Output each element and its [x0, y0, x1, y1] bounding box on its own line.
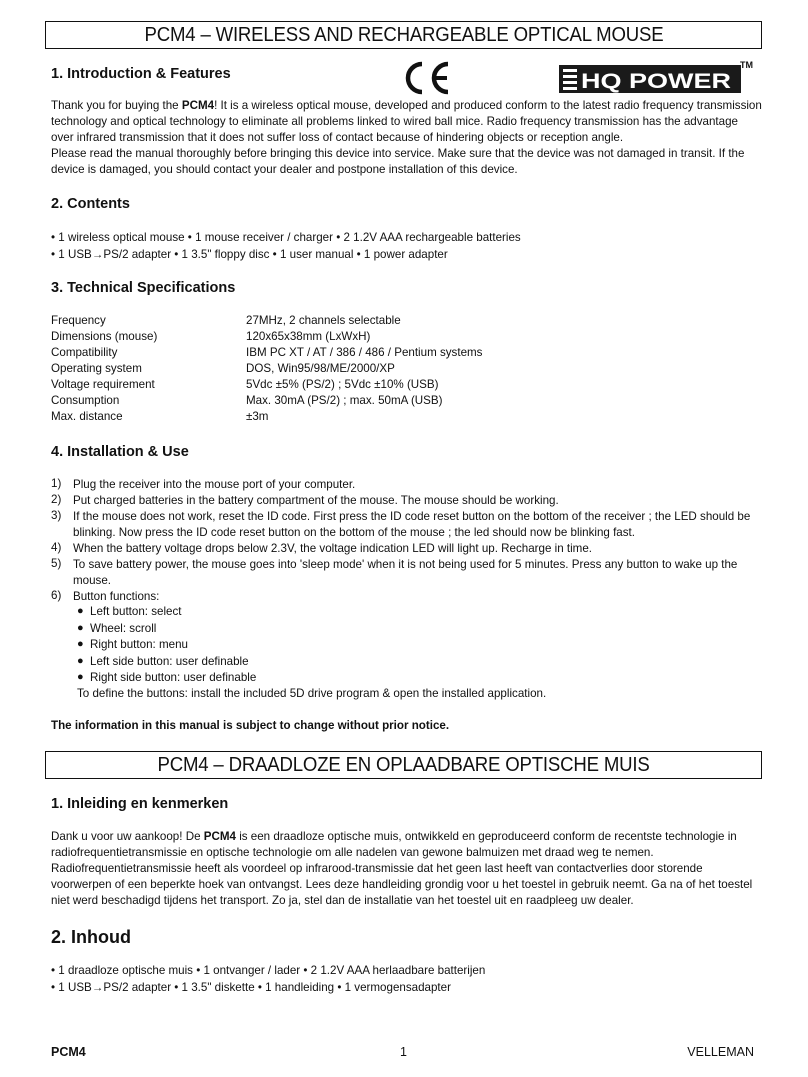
step-number: 6): [51, 589, 62, 602]
spec-label: Consumption: [51, 394, 120, 407]
heading-installation-use: 4. Installation & Use: [51, 444, 189, 460]
heading-technical-specifications: 3. Technical Specifications: [51, 280, 236, 296]
spec-value: ±3m: [246, 410, 269, 423]
bullet-icon: ●: [77, 638, 84, 650]
intro-product-name: PCM4: [181, 99, 215, 112]
button-function-item: Right side button: user definable: [90, 671, 257, 684]
button-function-item: Left side button: user definable: [90, 655, 249, 668]
inhoud-line-2: • 1 USB→PS/2 adapter • 1 3.5" diskette • 1 handleiding • 1 vermogensadapter: [51, 981, 451, 994]
contents-line-2: • 1 USB→PS/2 adapter • 1 3.5" floppy disc • 1 user manual • 1 power adapter: [51, 248, 448, 261]
bullet-icon: ●: [77, 655, 84, 667]
step-text: To save battery power, the mouse goes into 'sleep mode' when it is not being used for 5 minutes. Press any button to wake up the: [73, 558, 738, 571]
step-number: 5): [51, 557, 62, 570]
spec-value: DOS, Win95/98/ME/2000/XP: [246, 362, 395, 375]
spec-label: Voltage requirement: [51, 378, 155, 391]
define-buttons-text: To define the buttons: install the included 5D drive program & open the installed application.: [77, 687, 547, 700]
spec-label: Frequency: [51, 314, 106, 327]
step-text: When the battery voltage drops below 2.3V, the voltage indication LED will light up. Recharge in time.: [73, 542, 593, 555]
spec-value: IBM PC XT / AT / 386 / 486 / Pentium systems: [246, 346, 483, 359]
step-text: mouse.: [73, 574, 112, 587]
spec-value: 5Vdc ±5% (PS/2) ; 5Vdc ±10% (USB): [246, 378, 439, 391]
contents-line-1: • 1 wireless optical mouse • 1 mouse receiver / charger • 2 1.2V AAA rechargeable batteries: [51, 231, 521, 244]
button-function-item: Right button: menu: [90, 638, 188, 651]
ce-mark-icon: [398, 58, 452, 98]
spec-label: Operating system: [51, 362, 142, 375]
heading-inhoud: 2. Inhoud: [51, 927, 131, 947]
step-number: 1): [51, 477, 62, 490]
title-english: [45, 21, 762, 49]
step-text: Button functions:: [73, 590, 160, 603]
footer-page-number: 1: [400, 1045, 407, 1059]
button-function-item: Wheel: scroll: [90, 622, 157, 635]
title-dutch: [45, 751, 762, 779]
hq-power-logo: [557, 57, 757, 97]
step-text: Put charged batteries in the battery compartment of the mouse. The mouse should be working.: [73, 494, 559, 507]
logo-text: HQ POWER: [581, 70, 731, 93]
step-text: Plug the receiver into the mouse port of your computer.: [73, 478, 356, 491]
intro-text-2: Please read the manual thoroughly before bringing this device into service. Make sure that the device was not damaged in transit. If the device is damaged, you should contact your dealer and postpone installation of this device.: [51, 147, 745, 177]
spec-label: Compatibility: [51, 346, 118, 359]
step-number: 4): [51, 541, 62, 554]
spec-label: Dimensions (mouse): [51, 330, 158, 343]
intro-text-c: ! It is a wireless optical mouse, developed and produced conform to the latest radio frequency transmission technology and optical technology to eliminate all problems linked to wired ball mice. Radio frequency transmission has the advantage over infrared transmission that it does not suffer loss of contact because of hindering objects or reception angle.: [51, 99, 762, 145]
step-text: blinking. Now press the ID code reset button on the bottom of the mouse ; the led should now be blinking fast.: [73, 526, 635, 539]
title-english-text: PCM4 – WIRELESS AND RECHARGEABLE OPTICAL MOUSE: [144, 23, 663, 46]
bullet-icon: ●: [77, 671, 84, 683]
spec-label: Max. distance: [51, 410, 123, 423]
notice-text: The information in this manual is subject to change without prior notice.: [51, 719, 450, 732]
spec-value: Max. 30mA (PS/2) ; max. 50mA (USB): [246, 394, 443, 407]
inleiding-paragraph: [51, 829, 763, 909]
intro-paragraph: [51, 98, 763, 178]
step-number: 3): [51, 509, 62, 522]
inhoud-line-1: • 1 draadloze optische muis • 1 ontvanger / lader • 2 1.2V AAA herlaadbare batterijen: [51, 964, 486, 977]
heading-contents: 2. Contents: [51, 196, 130, 212]
intro-text-a: Thank you for buying the: [51, 99, 182, 112]
footer-brand: VELLEMAN: [687, 1045, 754, 1059]
trademark-symbol: TM: [740, 60, 753, 70]
step-number: 2): [51, 493, 62, 506]
bullet-icon: ●: [77, 622, 84, 634]
bullet-icon: ●: [77, 605, 84, 617]
spec-value: 120x65x38mm (LxWxH): [246, 330, 371, 343]
button-function-item: Left button: select: [90, 605, 182, 618]
step-text: If the mouse does not work, reset the ID code. First press the ID code reset button on the bottom of the receiver ; the LED should be: [73, 510, 751, 523]
heading-introduction: 1. Introduction & Features: [51, 66, 231, 82]
inleiding-text-c: is een draadloze optische muis, ontwikkeld en geproduceerd conform de recentste technologie in radiofrequentietransmissie en optische technologie om alle nadelen van gewone balmuizen met draad weg te nemen. Radiofrequentietransmissie heeft als voordeel op infrarood-transmissie dat het geen last heeft van contactverlies door storende voorwerpen of een beperkte hoek van ontvangst. Lees deze handleiding grondig voor u het toestel in gebruik neemt. Ga na of het toestel niet werd beschadigd tijdens het transport. Zo ja, stel dan de installatie van het toestel uit en raadpleeg uw dealer.: [51, 830, 753, 908]
inleiding-text-a: Dank u voor uw aankoop! De: [51, 830, 204, 843]
title-dutch-text: PCM4 – DRAADLOZE EN OPLAADBARE OPTISCHE MUIS: [157, 753, 650, 776]
inleiding-product-name: PCM4: [203, 830, 236, 843]
footer-model: PCM4: [51, 1045, 86, 1059]
spec-value: 27MHz, 2 channels selectable: [246, 314, 401, 327]
heading-inleiding: 1. Inleiding en kenmerken: [51, 796, 229, 812]
